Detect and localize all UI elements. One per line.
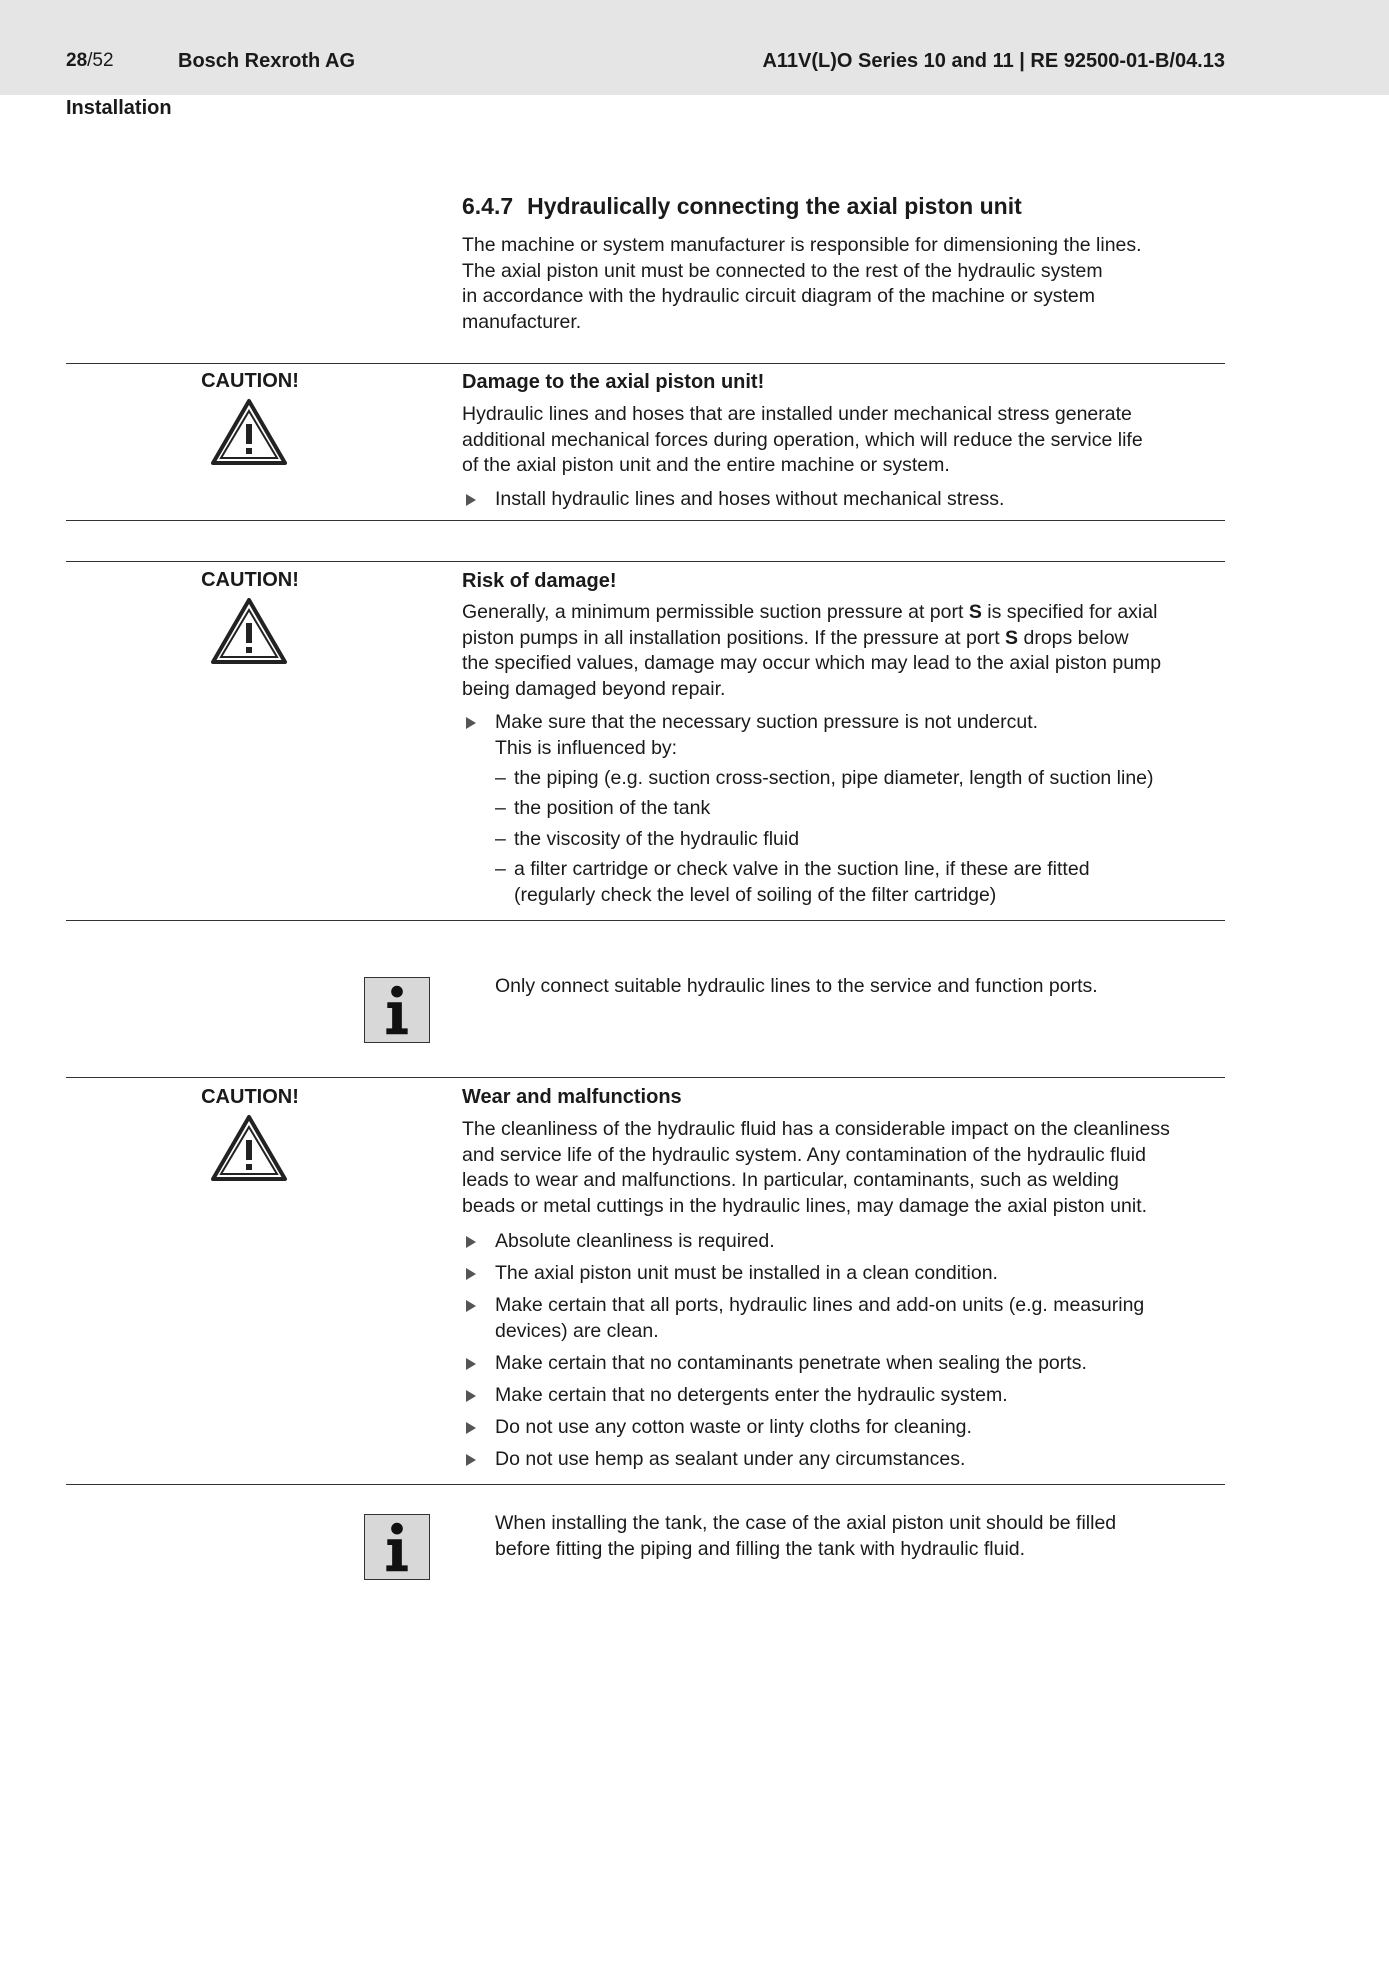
divider (66, 520, 1225, 521)
chapter-title: Installation (66, 97, 172, 119)
sub-item (495, 827, 1232, 853)
bullet-text: This is influenced by: (495, 736, 678, 759)
bullet-text: Absolute cleanliness is required. (495, 1230, 775, 1252)
port-s-label: S (1005, 626, 1019, 649)
text-line: leads to wear and malfunctions. In particular, contaminants, such as welding (462, 1169, 1119, 1192)
text-line (462, 600, 1232, 626)
text-line: beads or metal cuttings in the hydraulic lines, may damage the axial piston unit. (462, 1194, 1148, 1217)
section-heading (462, 193, 1022, 220)
company-name: Bosch Rexroth AG (178, 50, 356, 72)
intro-line: The machine or system manufacturer is responsible for dimensioning the lines. (462, 234, 1142, 256)
text-line: additional mechanical forces during operation, which will reduce the service life (462, 428, 1143, 451)
text-line: before fitting the piping and filling the tank with hydraulic fluid. (495, 1537, 1026, 1560)
dash-marker: – (495, 827, 506, 850)
bullet-text: Make certain that no detergents enter the hydraulic system. (495, 1383, 1008, 1406)
bullet-text: devices) are clean. (495, 1319, 659, 1342)
bullet-text: The axial piston unit must be installed in a clean condition. (495, 1261, 998, 1284)
info-text: Only connect suitable hydraulic lines to the service and function ports. (495, 975, 1098, 997)
sub-item-text: the position of the tank (514, 797, 711, 820)
info-text (495, 1511, 1215, 1562)
section-number: 6.4.7 (462, 193, 514, 219)
caution-title: Risk of damage! (462, 570, 617, 592)
sub-item (495, 766, 1232, 792)
sub-item-text: the viscosity of the hydraulic fluid (514, 827, 800, 850)
sub-item (495, 796, 1232, 822)
info-icon (364, 977, 430, 1043)
intro-line: The axial piston unit must be connected to the rest of the hydraulic system (462, 259, 1103, 282)
bullet-text: Do not use any cotton waste or linty cloths for cleaning. (495, 1415, 972, 1438)
info-icon (364, 1514, 430, 1580)
dash-marker: – (495, 858, 506, 881)
text-line: being damaged beyond repair. (462, 677, 726, 700)
bullet-item (462, 710, 1232, 908)
caution-text (462, 600, 1232, 702)
bullet-arrow-icon (466, 1422, 476, 1434)
bullet-item (462, 1415, 1232, 1441)
warning-triangle-icon (210, 597, 288, 665)
bullet-arrow-icon (466, 717, 476, 729)
divider (66, 1077, 1225, 1078)
bullet-text: Make sure that the necessary suction pressure is not undercut. (495, 711, 1039, 733)
bullet-text: Install hydraulic lines and hoses without mechanical stress. (495, 488, 1005, 510)
text-line: The cleanliness of the hydraulic fluid has a considerable impact on the cleanliness (462, 1118, 1170, 1140)
bullet-item (462, 487, 1222, 513)
bullet-text: Make certain that all ports, hydraulic lines and add-on units (e.g. measuring (495, 1293, 1145, 1316)
intro-line: manufacturer. (462, 310, 582, 333)
caution-title: Damage to the axial piston unit! (462, 371, 765, 393)
caution-label: CAUTION! (201, 370, 299, 392)
intro-paragraph (462, 233, 1222, 335)
page-current: 28 (66, 50, 88, 71)
bullet-arrow-icon (466, 1300, 476, 1312)
bullet-item (462, 1383, 1232, 1409)
warning-triangle-icon (210, 1114, 288, 1182)
intro-line: in accordance with the hydraulic circuit diagram of the machine or system (462, 285, 1095, 308)
caution-title: Wear and malfunctions (462, 1086, 682, 1108)
caution-label: CAUTION! (201, 569, 299, 591)
bullet-arrow-icon (466, 1390, 476, 1402)
bullet-item (462, 1229, 1232, 1255)
sub-list (495, 766, 1232, 908)
bullet-arrow-icon (466, 1268, 476, 1280)
section-title: Hydraulically connecting the axial piston unit (527, 193, 1022, 219)
bullet-item (462, 1351, 1232, 1377)
text-segment: is specified for axial (981, 601, 1158, 623)
text-line: Hydraulic lines and hoses that are installed under mechanical stress generate (462, 403, 1132, 425)
text-segment: piston pumps in all installation positions. If the pressure at port (462, 626, 1006, 649)
caution-label: CAUTION! (201, 1086, 299, 1108)
bullet-item (462, 1293, 1232, 1344)
caution-bullets (462, 1229, 1232, 1478)
page-total: /52 (87, 50, 114, 71)
document-reference: A11V(L)O Series 10 and 11 | RE 92500-01-B/04.13 (762, 50, 1225, 72)
warning-triangle-icon (210, 398, 288, 466)
dash-marker: – (495, 766, 506, 789)
divider (66, 920, 1225, 921)
port-s-label: S (968, 601, 982, 623)
bullet-item (462, 1261, 1232, 1287)
caution-text (462, 402, 1222, 479)
sub-item-text: the piping (e.g. suction cross-section, pipe diameter, length of suction line) (514, 766, 1154, 789)
text-line: the specified values, damage may occur which may lead to the axial piston pump (462, 652, 1162, 675)
bullet-item (462, 1447, 1232, 1473)
text-line: of the axial piston unit and the entire machine or system. (462, 454, 950, 477)
bullet-text: Do not use hemp as sealant under any circumstances. (495, 1447, 966, 1470)
text-segment: Generally, a minimum permissible suction pressure at port (462, 601, 969, 623)
sub-item-text: (regularly check the level of soiling of the filter cartridge) (514, 883, 997, 906)
caution-bullets (462, 710, 1232, 915)
dash-marker: – (495, 797, 506, 820)
text-line: When installing the tank, the case of the axial piston unit should be filled (495, 1512, 1117, 1534)
divider (66, 1484, 1225, 1485)
divider (66, 363, 1225, 364)
text-line: and service life of the hydraulic system. Any contamination of the hydraulic fluid (462, 1143, 1146, 1166)
bullet-arrow-icon (466, 1454, 476, 1466)
bullet-arrow-icon (466, 494, 476, 506)
text-line (462, 626, 1232, 652)
bullet-arrow-icon (466, 1358, 476, 1370)
caution-bullets (462, 487, 1222, 519)
divider (66, 561, 1225, 562)
page-header (0, 0, 1389, 95)
text-segment: drops below (1018, 626, 1129, 649)
sub-item-text: a filter cartridge or check valve in the suction line, if these are fitted (514, 858, 1090, 881)
sub-item (495, 857, 1232, 908)
bullet-text: Make certain that no contaminants penetrate when sealing the ports. (495, 1351, 1087, 1374)
caution-text (462, 1117, 1232, 1219)
page-number (66, 50, 114, 72)
bullet-arrow-icon (466, 1236, 476, 1248)
